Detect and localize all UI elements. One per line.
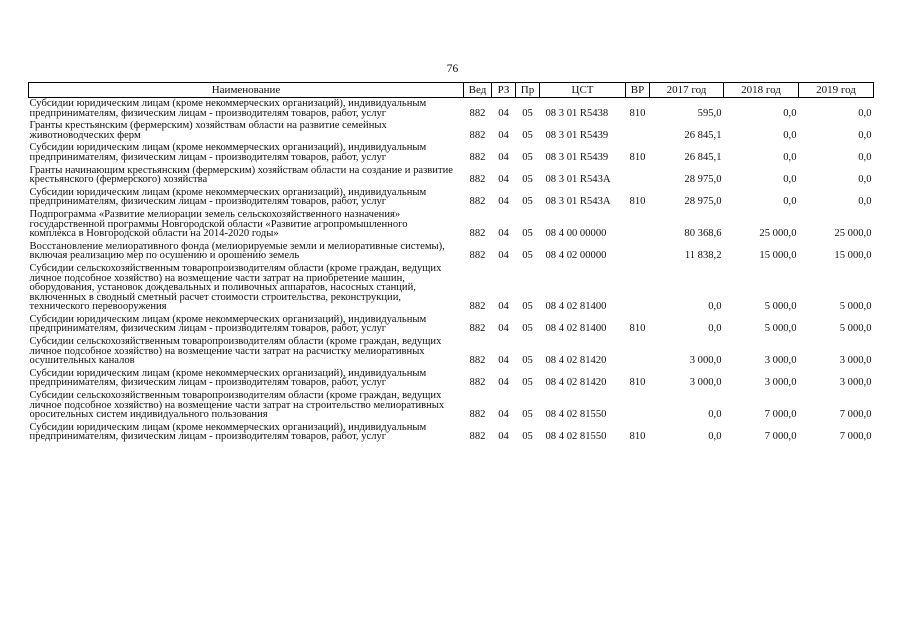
- cell-ved: 882: [469, 409, 486, 421]
- cell-cst: 08 3 01 R5439: [545, 129, 609, 141]
- cell-2018: 7 000,0: [764, 409, 797, 421]
- cell-2017: 28 975,0: [684, 196, 722, 208]
- col-header-cst: ЦСТ: [540, 83, 626, 98]
- cell-2019: 3 000,0: [839, 355, 872, 367]
- cell-pr: 05: [522, 377, 533, 389]
- cell-2018: 15 000,0: [759, 250, 797, 262]
- table-row: [29, 98, 874, 121]
- cell-2018: 0,0: [783, 151, 797, 163]
- cell-2017: 26 845,1: [684, 129, 722, 141]
- cell-2017: 595,0: [697, 107, 722, 119]
- cell-name: Гранты крестьянским (фермерским) хозяйствам области на развитие семейных животноводческих ферм: [29, 120, 387, 141]
- table-row: [29, 314, 874, 336]
- cell-vr: 810: [629, 107, 646, 119]
- cell-name: Субсидии юридическим лицам (кроме некоммерческих организаций), индивидуальным предпринимателям, физическим лицам - производителям товаров, работ, услуг: [29, 142, 427, 163]
- cell-cst: 08 4 02 00000: [545, 250, 607, 262]
- col-header-vr: ВР: [626, 83, 650, 98]
- cell-2017: 26 845,1: [684, 151, 722, 163]
- cell-2018: 5 000,0: [764, 323, 797, 335]
- cell-2017: 0,0: [708, 301, 722, 313]
- cell-2017: 3 000,0: [689, 355, 722, 367]
- cell-ved: 882: [469, 174, 486, 186]
- cell-name: Субсидии сельскохозяйственным товаропроизводителям области (кроме граждан, ведущих личное подсобное хозяйство) на возмещение части затрат на приобретение машин, оборудования, установок дождевальных и поливочных аппаратов, насосных станций, включенных в сводный сметный расчет стоимости строительства, реконструкции, технического перевооружения: [29, 262, 442, 313]
- cell-2019: 25 000,0: [834, 228, 872, 240]
- cell-2017: 3 000,0: [689, 377, 722, 389]
- col-header-2019: 2019 год: [799, 83, 874, 98]
- cell-name: Субсидии юридическим лицам (кроме некоммерческих организаций), индивидуальным предпринимателям, физическим лицам - производителям товаров, работ, услуг: [29, 186, 427, 208]
- cell-2018: 25 000,0: [759, 228, 797, 240]
- cell-rz: 04: [498, 377, 509, 389]
- cell-2017: 11 838,2: [684, 250, 722, 262]
- cell-rz: 04: [498, 431, 509, 443]
- col-header-name: Наименование: [29, 83, 464, 98]
- cell-2019: 0,0: [858, 107, 872, 119]
- cell-pr: 05: [522, 250, 533, 262]
- col-header-pr: Пр: [516, 83, 540, 98]
- cell-rz: 04: [498, 355, 509, 367]
- cell-ved: 882: [469, 377, 486, 389]
- cell-pr: 05: [522, 151, 533, 163]
- cell-2017: 0,0: [708, 323, 722, 335]
- cell-2017: 80 368,6: [684, 228, 722, 240]
- cell-name: Субсидии юридическим лицам (кроме некоммерческих организаций), индивидуальным предпринимателям, физическим лицам - производителям товаров, работ, услуг: [29, 313, 427, 335]
- table-row: [29, 142, 874, 164]
- cell-vr: 810: [629, 431, 646, 443]
- cell-rz: 04: [498, 107, 509, 119]
- cell-cst: 08 3 01 R5438: [545, 107, 609, 119]
- cell-2019: 0,0: [858, 129, 872, 141]
- cell-name: Восстановление мелиоративного фонда (мелиорируемые земли и мелиоративные системы), включая реализацию мер по осушению и орошению земель: [29, 240, 445, 262]
- cell-2019: 3 000,0: [839, 377, 872, 389]
- cell-cst: 08 3 01 R543A: [545, 196, 611, 208]
- cell-vr: [626, 120, 650, 142]
- cell-2018: 0,0: [783, 196, 797, 208]
- cell-2018: 3 000,0: [764, 377, 797, 389]
- cell-rz: 04: [498, 151, 509, 163]
- table-row: [29, 368, 874, 390]
- cell-2019: 5 000,0: [839, 301, 872, 313]
- cell-2019: 0,0: [858, 151, 872, 163]
- cell-2019: 7 000,0: [839, 409, 872, 421]
- cell-name: Подпрограмма «Развитие мелиорации земель сельскохозяйственного назначения» государственной программы Новгородской области «Развитие агропромышленного комплекса в Новгородской области на 2014-2020 годы»: [29, 208, 408, 240]
- cell-cst: 08 3 01 R5439: [545, 151, 609, 163]
- col-header-2018: 2018 год: [724, 83, 799, 98]
- cell-cst: 08 4 02 81400: [545, 323, 607, 335]
- cell-2018: 7 000,0: [764, 431, 797, 443]
- cell-2018: 0,0: [783, 129, 797, 141]
- cell-2019: 5 000,0: [839, 323, 872, 335]
- table-row: [29, 165, 874, 187]
- cell-vr: 810: [629, 151, 646, 163]
- cell-vr: [626, 165, 650, 187]
- table-row: [29, 187, 874, 209]
- cell-cst: 08 4 02 81420: [545, 355, 607, 367]
- table-row: [29, 422, 874, 444]
- table-row: [29, 120, 874, 142]
- cell-pr: 05: [522, 409, 533, 421]
- cell-2019: 0,0: [858, 196, 872, 208]
- header-row: [29, 83, 874, 98]
- table-row: [29, 390, 874, 422]
- cell-pr: 05: [522, 355, 533, 367]
- cell-rz: 04: [498, 301, 509, 313]
- cell-2018: 3 000,0: [764, 355, 797, 367]
- cell-pr: 05: [522, 301, 533, 313]
- budget-table: [28, 82, 874, 444]
- cell-name: Субсидии юридическим лицам (кроме некоммерческих организаций), индивидуальным предпринимателям, физическим лицам - производителям товаров, работ, услуг: [29, 421, 427, 443]
- cell-vr: [626, 336, 650, 368]
- cell-cst: 08 3 01 R543A: [545, 174, 611, 186]
- cell-cst: 08 4 02 81550: [545, 431, 607, 443]
- cell-name: Субсидии сельскохозяйственным товаропроизводителям области (кроме граждан, ведущих личное подсобное хозяйство) на возмещение части затрат на строительство мелиоративных оросительных систем индивидуального пользования: [29, 390, 445, 421]
- cell-rz: 04: [498, 228, 509, 240]
- cell-2017: 28 975,0: [684, 174, 722, 186]
- cell-pr: 05: [522, 431, 533, 443]
- cell-vr: [626, 263, 650, 314]
- cell-cst: 08 4 02 81420: [545, 377, 607, 389]
- cell-rz: 04: [498, 196, 509, 208]
- table-row: [29, 336, 874, 368]
- cell-2019: 0,0: [858, 174, 872, 186]
- cell-ved: 882: [469, 151, 486, 163]
- cell-vr: [626, 241, 650, 263]
- cell-rz: 04: [498, 174, 509, 186]
- cell-rz: 04: [498, 409, 509, 421]
- cell-ved: 882: [469, 355, 486, 367]
- cell-vr: 810: [629, 196, 646, 208]
- col-header-2017: 2017 год: [650, 83, 724, 98]
- table-row: [29, 241, 874, 263]
- cell-name: Гранты начинающим крестьянским (фермерским) хозяйствам области на создание и развитие крестьянского (фермерского) хозяйства: [29, 164, 453, 186]
- cell-2019: 15 000,0: [834, 250, 872, 262]
- cell-2018: 0,0: [783, 174, 797, 186]
- cell-ved: 882: [469, 228, 486, 240]
- cell-name: Субсидии юридическим лицам (кроме некоммерческих организаций), индивидуальным предпринимателям, физическим лицам - производителям товаров, работ, услуг: [29, 98, 427, 119]
- col-header-ved: Вед: [464, 83, 492, 98]
- cell-rz: 04: [498, 250, 509, 262]
- cell-pr: 05: [522, 196, 533, 208]
- cell-ved: 882: [469, 129, 486, 141]
- cell-name: Субсидии сельскохозяйственным товаропроизводителям области (кроме граждан, ведущих личное подсобное хозяйство) на возмещение части затрат на расчистку мелиоративных осушительных каналов: [29, 336, 442, 367]
- col-header-rz: РЗ: [492, 83, 516, 98]
- page-number: 76: [446, 63, 459, 75]
- cell-2019: 7 000,0: [839, 431, 872, 443]
- cell-pr: 05: [522, 107, 533, 119]
- cell-rz: 04: [498, 323, 509, 335]
- cell-ved: 882: [469, 431, 486, 443]
- cell-2017: 0,0: [708, 431, 722, 443]
- cell-ved: 882: [469, 301, 486, 313]
- cell-vr: [626, 390, 650, 422]
- cell-pr: 05: [522, 323, 533, 335]
- cell-ved: 882: [469, 250, 486, 262]
- table-row: [29, 263, 874, 314]
- cell-vr: [626, 209, 650, 241]
- cell-2018: 0,0: [783, 107, 797, 119]
- cell-ved: 882: [469, 107, 486, 119]
- cell-name: Субсидии юридическим лицам (кроме некоммерческих организаций), индивидуальным предпринимателям, физическим лицам - производителям товаров, работ, услуг: [29, 367, 427, 389]
- cell-pr: 05: [522, 228, 533, 240]
- cell-pr: 05: [522, 129, 533, 141]
- table-row: [29, 209, 874, 241]
- cell-ved: 882: [469, 196, 486, 208]
- cell-pr: 05: [522, 174, 533, 186]
- cell-2017: 0,0: [708, 409, 722, 421]
- cell-cst: 08 4 02 81550: [545, 409, 607, 421]
- cell-cst: 08 4 02 81400: [545, 301, 607, 313]
- cell-2018: 5 000,0: [764, 301, 797, 313]
- cell-ved: 882: [469, 323, 486, 335]
- cell-cst: 08 4 00 00000: [545, 228, 607, 240]
- cell-rz: 04: [498, 129, 509, 141]
- cell-vr: 810: [629, 377, 646, 389]
- cell-vr: 810: [629, 323, 646, 335]
